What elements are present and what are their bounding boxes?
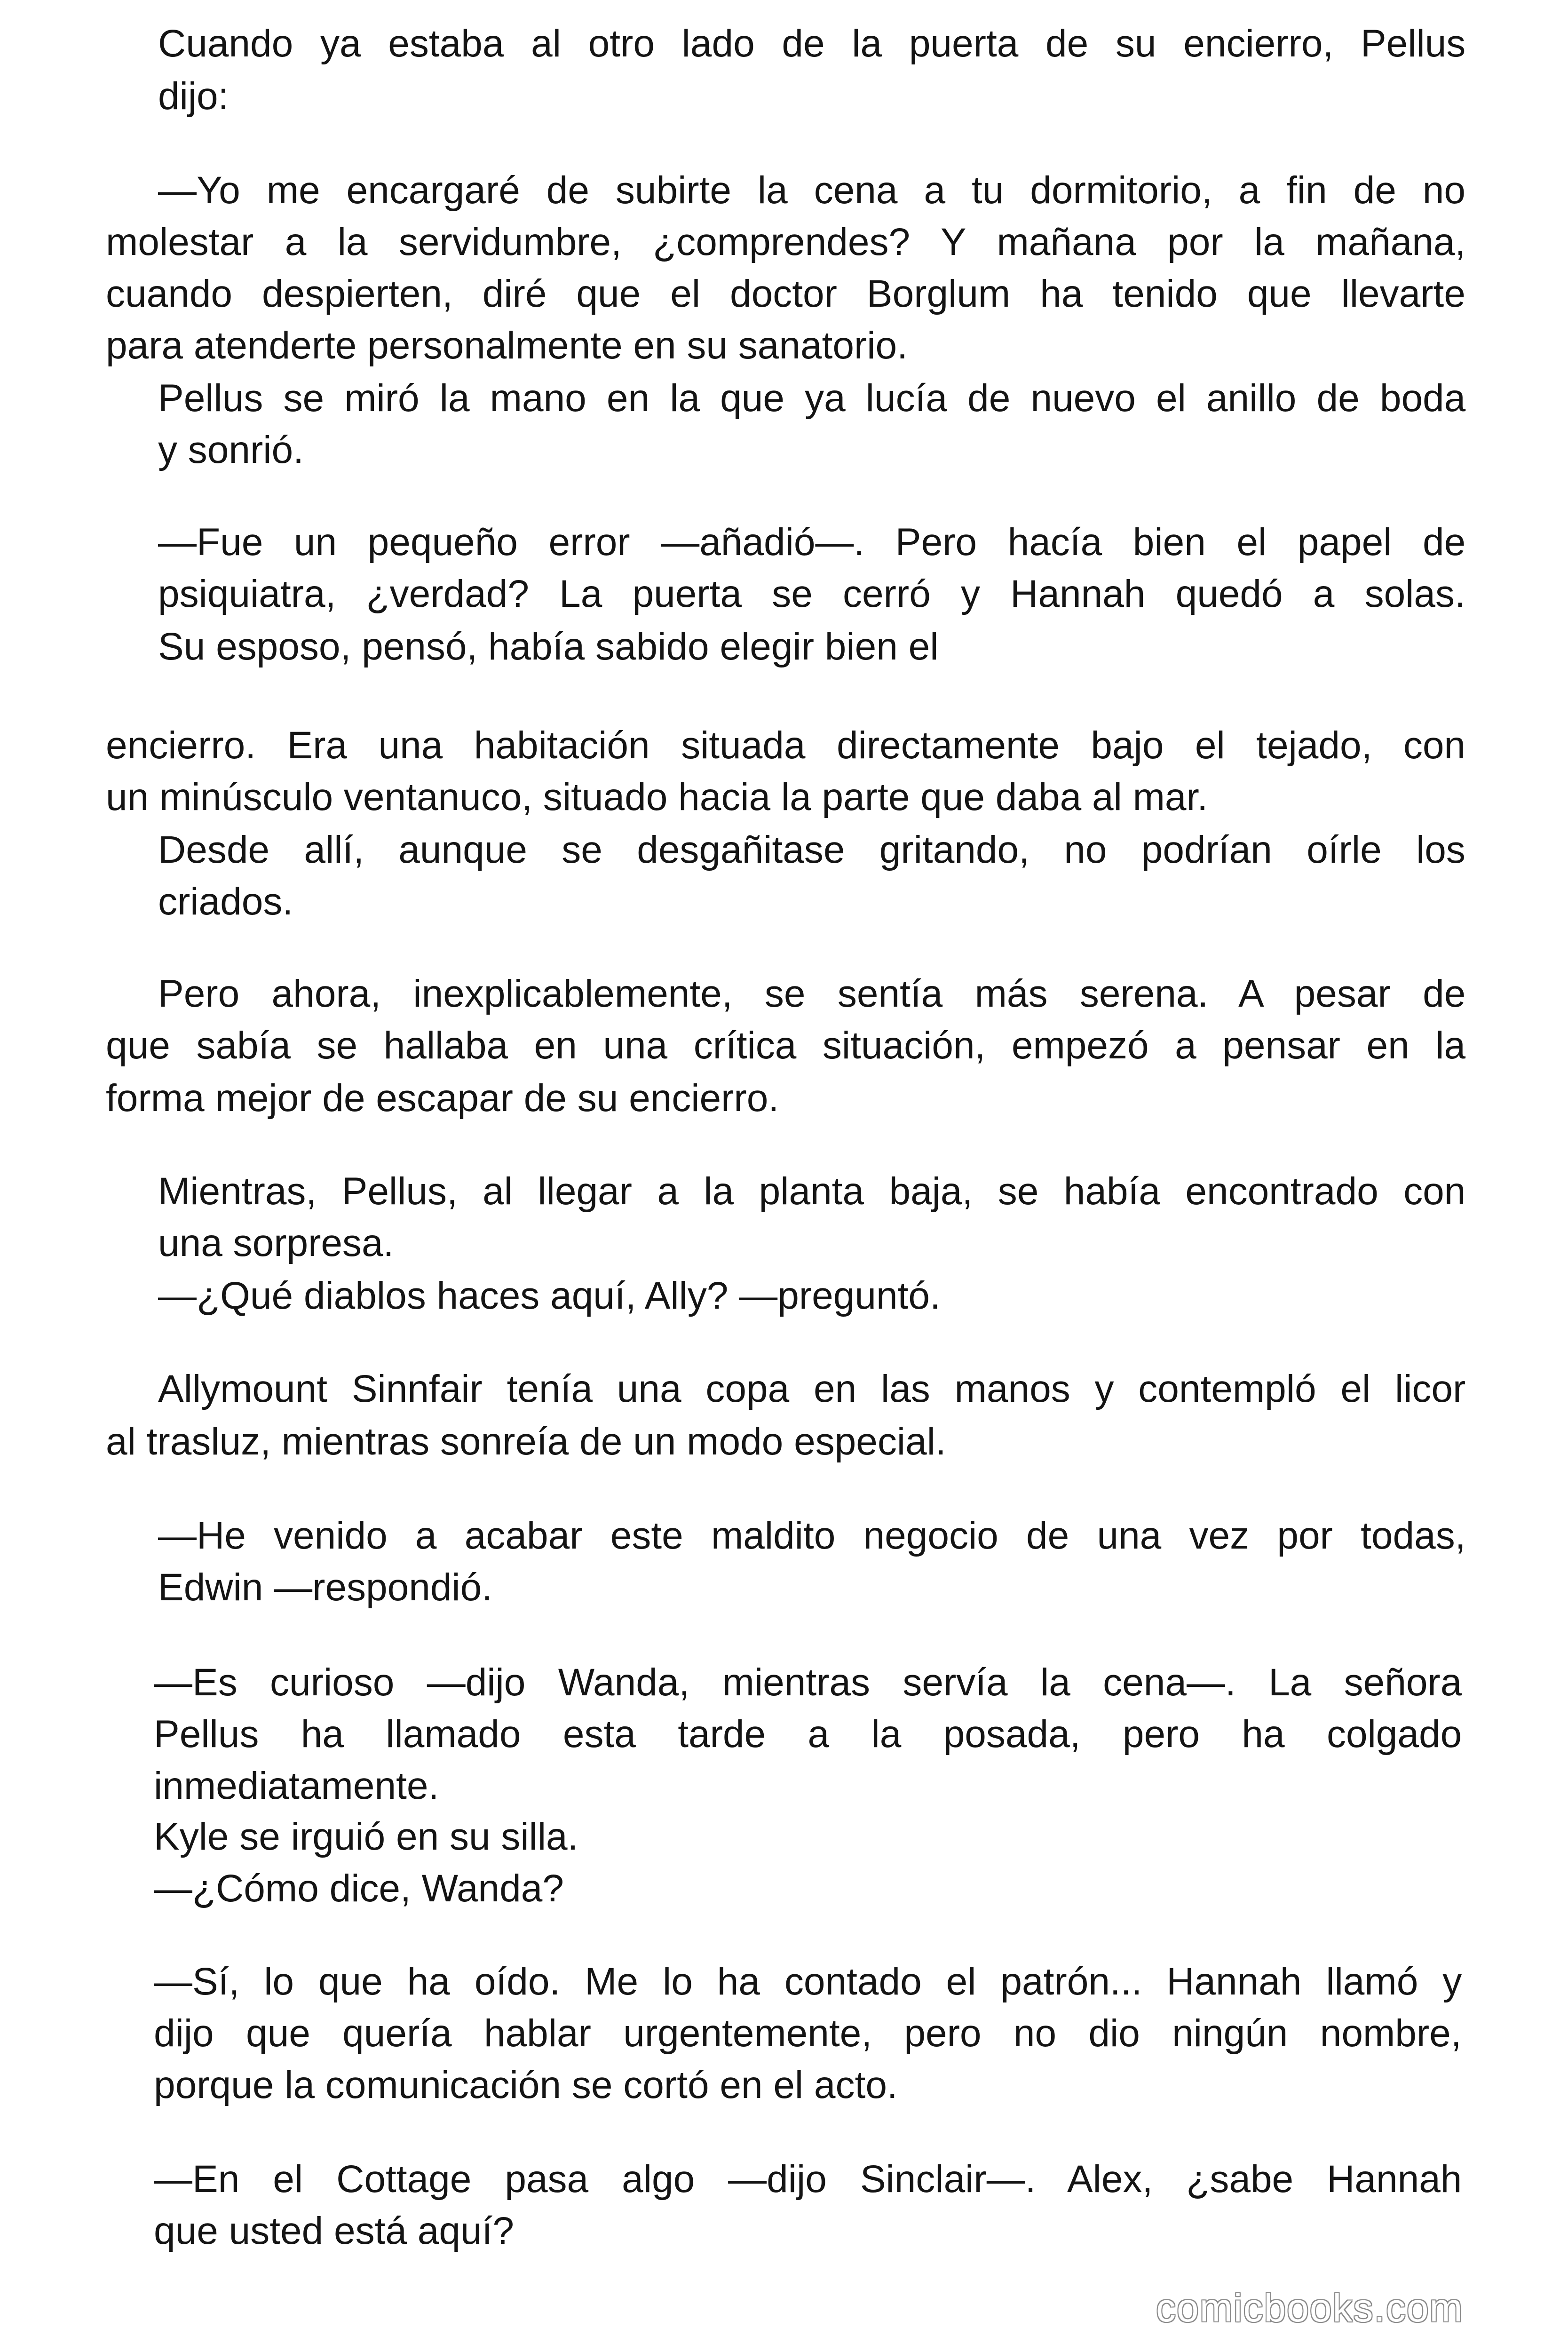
- text-line: psiquiatra, ¿verdad? La puerta se cerró y Hannah quedó a solas.: [158, 572, 1465, 615]
- text-line: Pero ahora, inexplicablemente, se sentía más serena. A pesar de: [158, 972, 1466, 1015]
- text-line: que usted está aquí?: [154, 2209, 514, 2252]
- text-line: Edwin —respondió.: [158, 1566, 493, 1609]
- text-line: cuando despierten, diré que el doctor Borglum ha tenido que llevarte: [106, 272, 1465, 315]
- text-line: una sorpresa.: [158, 1222, 394, 1264]
- text-line: —Es curioso —dijo Wanda, mientras servía la cena—. La señora: [154, 1661, 1462, 1704]
- text-line: Desde allí, aunque se desgañitase gritando, no podrían oírle los: [158, 828, 1465, 871]
- text-line: Cuando ya estaba al otro lado de la puerta de su encierro, Pellus: [158, 22, 1466, 65]
- text-line: dijo:: [158, 75, 229, 118]
- text-line: para atenderte personalmente en su sanatorio.: [106, 324, 908, 367]
- text-line: que sabía se hallaba en una crítica situación, empezó a pensar en la: [106, 1024, 1466, 1067]
- text-line: encierro. Era una habitación situada directamente bajo el tejado, con: [106, 724, 1466, 767]
- text-line: —¿Qué diablos haces aquí, Ally? —preguntó.: [158, 1274, 941, 1317]
- text-line: Mientras, Pellus, al llegar a la planta baja, se había encontrado con: [158, 1170, 1466, 1213]
- text-line: forma mejor de escapar de su encierro.: [106, 1077, 779, 1120]
- text-line: criados.: [158, 880, 293, 923]
- text-line: Pellus se miró la mano en la que ya lucía de nuevo el anillo de boda: [158, 377, 1466, 420]
- text-line: Pellus ha llamado esta tarde a la posada, pero ha colgado: [154, 1713, 1462, 1756]
- text-line: porque la comunicación se cortó en el acto.: [154, 2064, 898, 2106]
- text-line: y sonrió.: [158, 429, 304, 471]
- text-line: al trasluz, mientras sonreía de un modo especial.: [106, 1420, 946, 1463]
- text-line: —He venido a acabar este maldito negocio de una vez por todas,: [158, 1514, 1466, 1557]
- text-line: —¿Cómo dice, Wanda?: [154, 1867, 564, 1910]
- text-line: dijo que quería hablar urgentemente, pero no dio ningún nombre,: [154, 2012, 1462, 2055]
- text-line: Kyle se irguió en su silla.: [154, 1815, 578, 1858]
- text-line: —Sí, lo que ha oído. Me lo ha contado el patrón... Hannah llamó y: [154, 1960, 1462, 2003]
- text-line: —Yo me encargaré de subirte la cena a tu dormitorio, a fin de no: [158, 169, 1466, 212]
- text-line: —Fue un pequeño error —añadió—. Pero hacía bien el papel de: [158, 521, 1466, 564]
- text-line: un minúsculo ventanuco, situado hacia la parte que daba al mar.: [106, 776, 1208, 818]
- text-line: inmediatamente.: [154, 1764, 439, 1807]
- text-line: molestar a la servidumbre, ¿comprendes? Y mañana por la mañana,: [106, 221, 1466, 263]
- watermark: comicbooks.com: [1156, 2286, 1464, 2330]
- text-line: Allymount Sinnfair tenía una copa en las manos y contempló el licor: [158, 1367, 1466, 1410]
- text-line: —En el Cottage pasa algo —dijo Sinclair—. Alex, ¿sabe Hannah: [154, 2158, 1462, 2201]
- text-line: Su esposo, pensó, había sabido elegir bien el: [158, 625, 939, 668]
